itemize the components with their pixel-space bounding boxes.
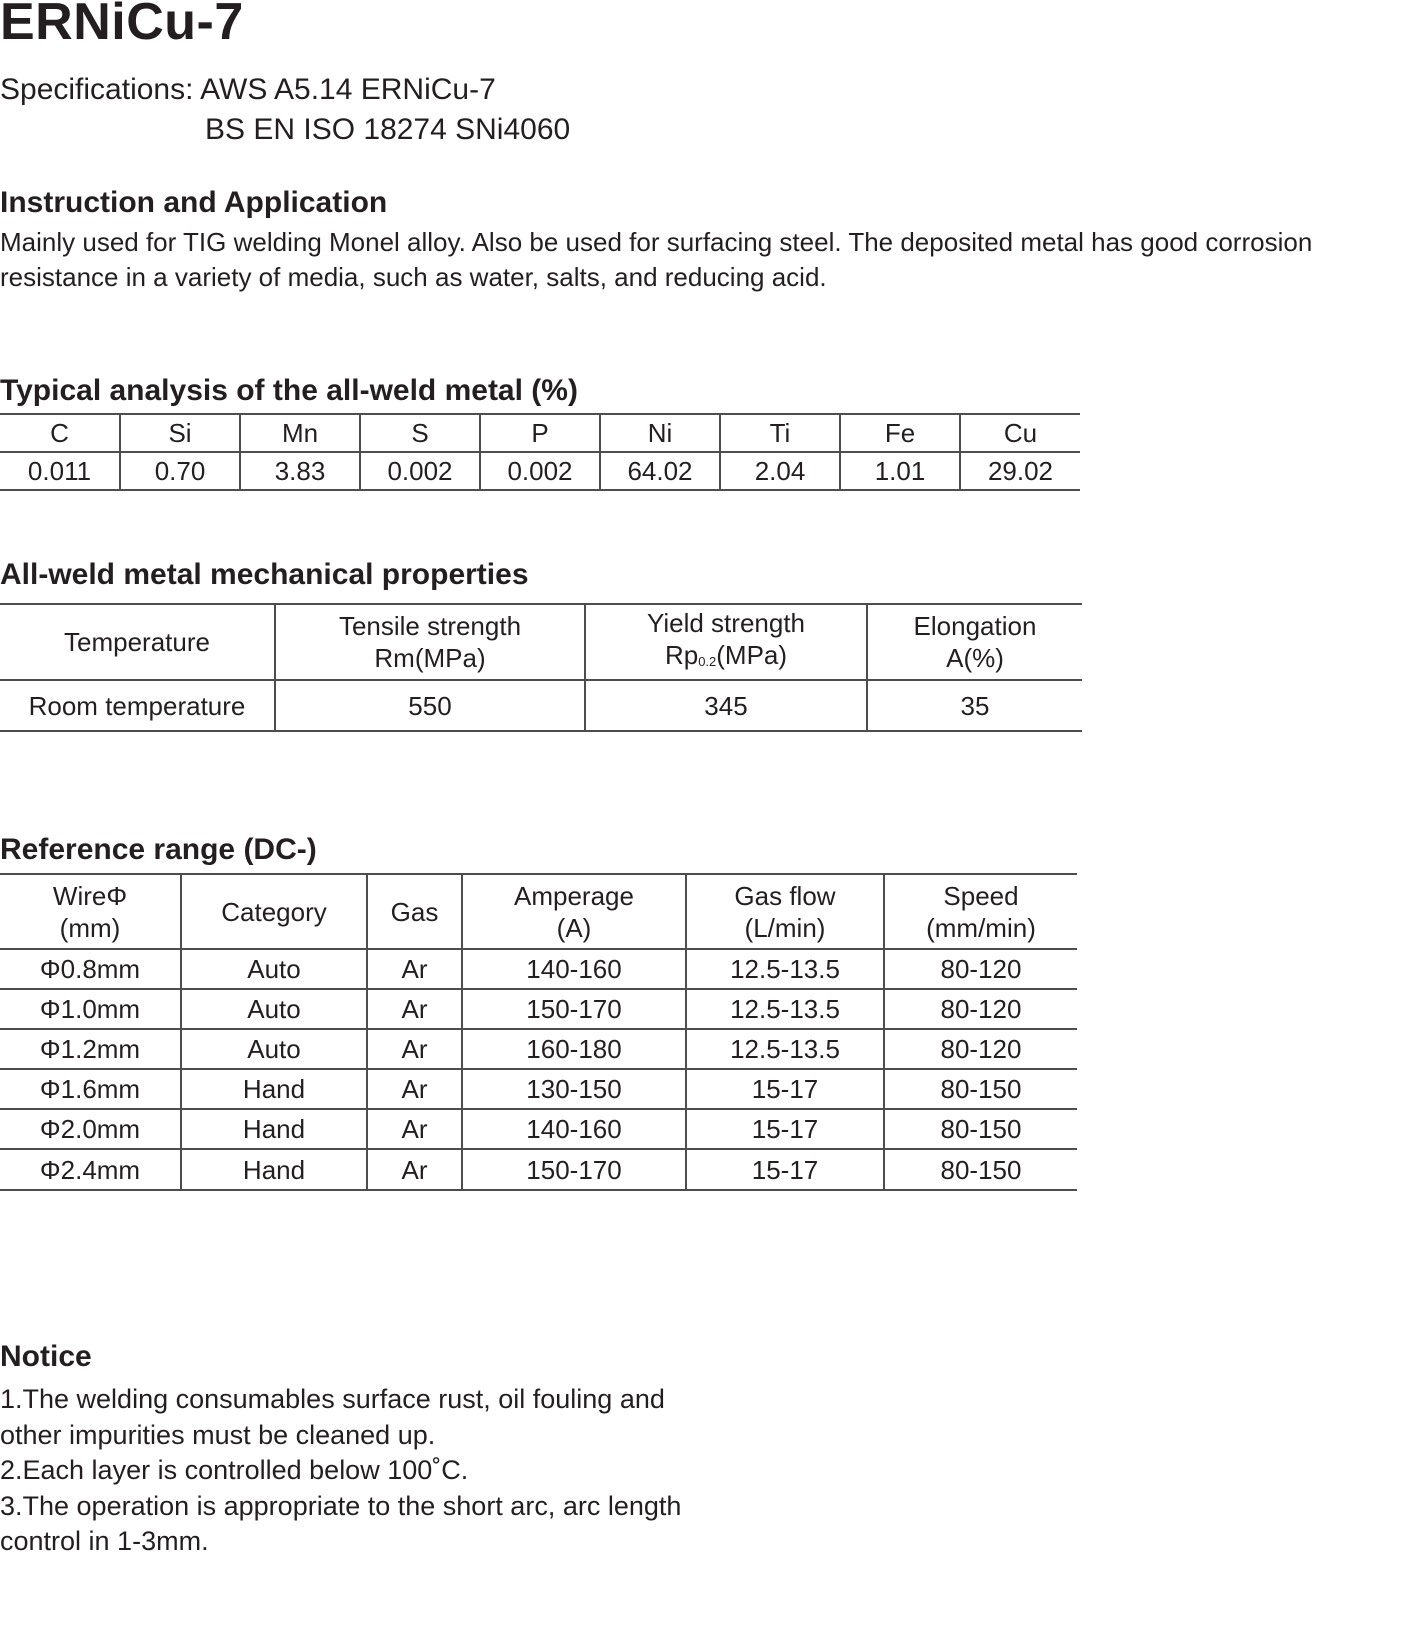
notice-heading: Notice — [0, 1340, 92, 1373]
instruction-heading: Instruction and Application — [0, 186, 388, 219]
mech-yield-subscript: 0.2 — [698, 653, 717, 669]
analysis-header-ti: Ti — [720, 414, 840, 452]
ref-cell-category: Hand — [181, 1149, 367, 1190]
ref-header-speed — [884, 874, 1077, 949]
ref-cell-speed: 80-150 — [884, 1109, 1077, 1149]
ref-header-amperage-line2: (A) — [556, 912, 592, 943]
analysis-value-s: 0.002 — [360, 452, 480, 490]
ref-cell-gasflow: 12.5-13.5 — [686, 989, 884, 1029]
ref-cell-gas: Ar — [367, 1069, 462, 1109]
ref-header-amperage-line1: Amperage — [514, 880, 634, 911]
specifications — [0, 70, 570, 150]
analysis-value-ni: 64.02 — [600, 452, 720, 490]
analysis-value-cu: 29.02 — [960, 452, 1080, 490]
ref-cell-category: Auto — [181, 989, 367, 1029]
mech-header-tensile-line2: Rm(MPa) — [374, 643, 486, 673]
mech-value-yield: 345 — [585, 680, 867, 731]
analysis-value-row — [0, 452, 1080, 490]
table-row — [0, 1109, 1077, 1149]
ref-header-gasflow — [686, 874, 884, 949]
mech-header-yield-line1: Yield strength — [646, 607, 806, 638]
analysis-value-fe: 1.01 — [840, 452, 960, 490]
ref-cell-speed: 80-150 — [884, 1149, 1077, 1190]
notice-item-1: 1.The welding consumables surface rust, oil fouling and other impurities must be cleaned up. — [0, 1384, 665, 1450]
ref-cell-gasflow: 12.5-13.5 — [686, 1029, 884, 1069]
ref-cell-wire: Φ1.0mm — [0, 989, 181, 1029]
ref-header-wire-line2: (mm) — [59, 912, 121, 943]
ref-cell-gas: Ar — [367, 989, 462, 1029]
mech-header-yield — [585, 604, 867, 680]
mech-yield-unit: (MPa) — [716, 639, 788, 670]
ref-cell-gas: Ar — [367, 1029, 462, 1069]
ref-header-category: Category — [181, 874, 367, 949]
ref-cell-gasflow: 15-17 — [686, 1149, 884, 1190]
spec-label: Specifications: — [0, 73, 194, 106]
ref-cell-speed: 80-120 — [884, 949, 1077, 989]
ref-cell-gas: Ar — [367, 1149, 462, 1190]
ref-cell-category: Hand — [181, 1109, 367, 1149]
ref-cell-wire: Φ2.0mm — [0, 1109, 181, 1149]
mech-header-tensile — [275, 604, 585, 680]
analysis-header-p: P — [480, 414, 600, 452]
mech-value-temperature: Room temperature — [0, 680, 275, 731]
analysis-header-row — [0, 414, 1080, 452]
ref-cell-wire: Φ0.8mm — [0, 949, 181, 989]
table-row — [0, 1029, 1077, 1069]
ref-cell-amperage: 130-150 — [462, 1069, 686, 1109]
mech-header-elongation — [867, 604, 1082, 680]
ref-cell-gasflow: 15-17 — [686, 1069, 884, 1109]
spec-line-2: BS EN ISO 18274 SNi4060 — [205, 113, 571, 146]
analysis-value-mn: 3.83 — [240, 452, 360, 490]
mech-header-elongation-line2: A(%) — [946, 643, 1004, 673]
mechanical-header-row — [0, 604, 1082, 680]
table-row — [0, 949, 1077, 989]
mech-header-tensile-line1: Tensile strength — [338, 611, 522, 641]
reference-heading: Reference range (DC-) — [0, 833, 317, 866]
ref-header-wire-line1: WireΦ — [52, 880, 128, 911]
ref-header-gasflow-line1: Gas flow — [734, 880, 836, 911]
reference-header-row — [0, 874, 1077, 949]
table-row — [0, 1069, 1077, 1109]
ref-header-gasflow-line2: (L/min) — [744, 912, 826, 943]
mech-value-elongation: 35 — [867, 680, 1082, 731]
table-row — [0, 989, 1077, 1029]
analysis-heading: Typical analysis of the all-weld metal (%) — [0, 374, 578, 407]
instruction-text: Mainly used for TIG welding Monel alloy. Also be used for surfacing steel. The deposited metal has good corrosion resistance in a variety of media, such as water, salts, and reducing acid. — [0, 227, 1313, 292]
mechanical-value-row — [0, 680, 1082, 731]
ref-header-speed-line2: (mm/min) — [926, 912, 1036, 943]
ref-cell-gas: Ar — [367, 949, 462, 989]
ref-header-wire — [0, 874, 181, 949]
analysis-header-s: S — [360, 414, 480, 452]
ref-cell-gasflow: 12.5-13.5 — [686, 949, 884, 989]
analysis-header-fe: Fe — [840, 414, 960, 452]
ref-cell-amperage: 150-170 — [462, 1149, 686, 1190]
ref-cell-speed: 80-120 — [884, 989, 1077, 1029]
mech-yield-rp: Rp — [664, 639, 699, 670]
analysis-value-ti: 2.04 — [720, 452, 840, 490]
ref-cell-gasflow: 15-17 — [686, 1109, 884, 1149]
table-row — [0, 1149, 1077, 1190]
analysis-table — [0, 413, 1080, 491]
analysis-value-p: 0.002 — [480, 452, 600, 490]
page-title: ERNiCu-7 — [0, 0, 244, 51]
ref-cell-speed: 80-120 — [884, 1029, 1077, 1069]
analysis-header-si: Si — [120, 414, 240, 452]
notice-item-2: 2.Each layer is controlled below 100˚C. — [0, 1455, 469, 1485]
mechanical-heading: All-weld metal mechanical properties — [0, 558, 529, 591]
ref-cell-amperage: 140-160 — [462, 1109, 686, 1149]
ref-header-gas: Gas — [367, 874, 462, 949]
mech-header-temperature: Temperature — [0, 604, 275, 680]
spec-line-1 — [0, 70, 570, 110]
ref-cell-wire: Φ2.4mm — [0, 1149, 181, 1190]
ref-cell-gas: Ar — [367, 1109, 462, 1149]
mechanical-table — [0, 603, 1082, 732]
ref-header-speed-line1: Speed — [943, 880, 1019, 911]
ref-cell-wire: Φ1.2mm — [0, 1029, 181, 1069]
ref-cell-category: Hand — [181, 1069, 367, 1109]
mech-value-tensile: 550 — [275, 680, 585, 731]
notice-item-3: 3.The operation is appropriate to the short arc, arc length control in 1-3mm. — [0, 1490, 682, 1556]
ref-cell-category: Auto — [181, 949, 367, 989]
ref-cell-amperage: 150-170 — [462, 989, 686, 1029]
ref-header-amperage — [462, 874, 686, 949]
ref-cell-amperage: 160-180 — [462, 1029, 686, 1069]
analysis-value-si: 0.70 — [120, 452, 240, 490]
notice-list — [0, 1382, 700, 1560]
analysis-value-c: 0.011 — [0, 452, 120, 490]
spec-aws: AWS A5.14 ERNiCu-7 — [200, 73, 496, 106]
ref-cell-wire: Φ1.6mm — [0, 1069, 181, 1109]
ref-cell-category: Auto — [181, 1029, 367, 1069]
analysis-header-ni: Ni — [600, 414, 720, 452]
analysis-header-mn: Mn — [240, 414, 360, 452]
analysis-header-cu: Cu — [960, 414, 1080, 452]
reference-table — [0, 873, 1077, 1191]
analysis-header-c: C — [0, 414, 120, 452]
mech-header-yield-line2 — [586, 639, 866, 678]
ref-cell-amperage: 140-160 — [462, 949, 686, 989]
mech-header-elongation-line1: Elongation — [913, 611, 1037, 641]
ref-cell-speed: 80-150 — [884, 1069, 1077, 1109]
